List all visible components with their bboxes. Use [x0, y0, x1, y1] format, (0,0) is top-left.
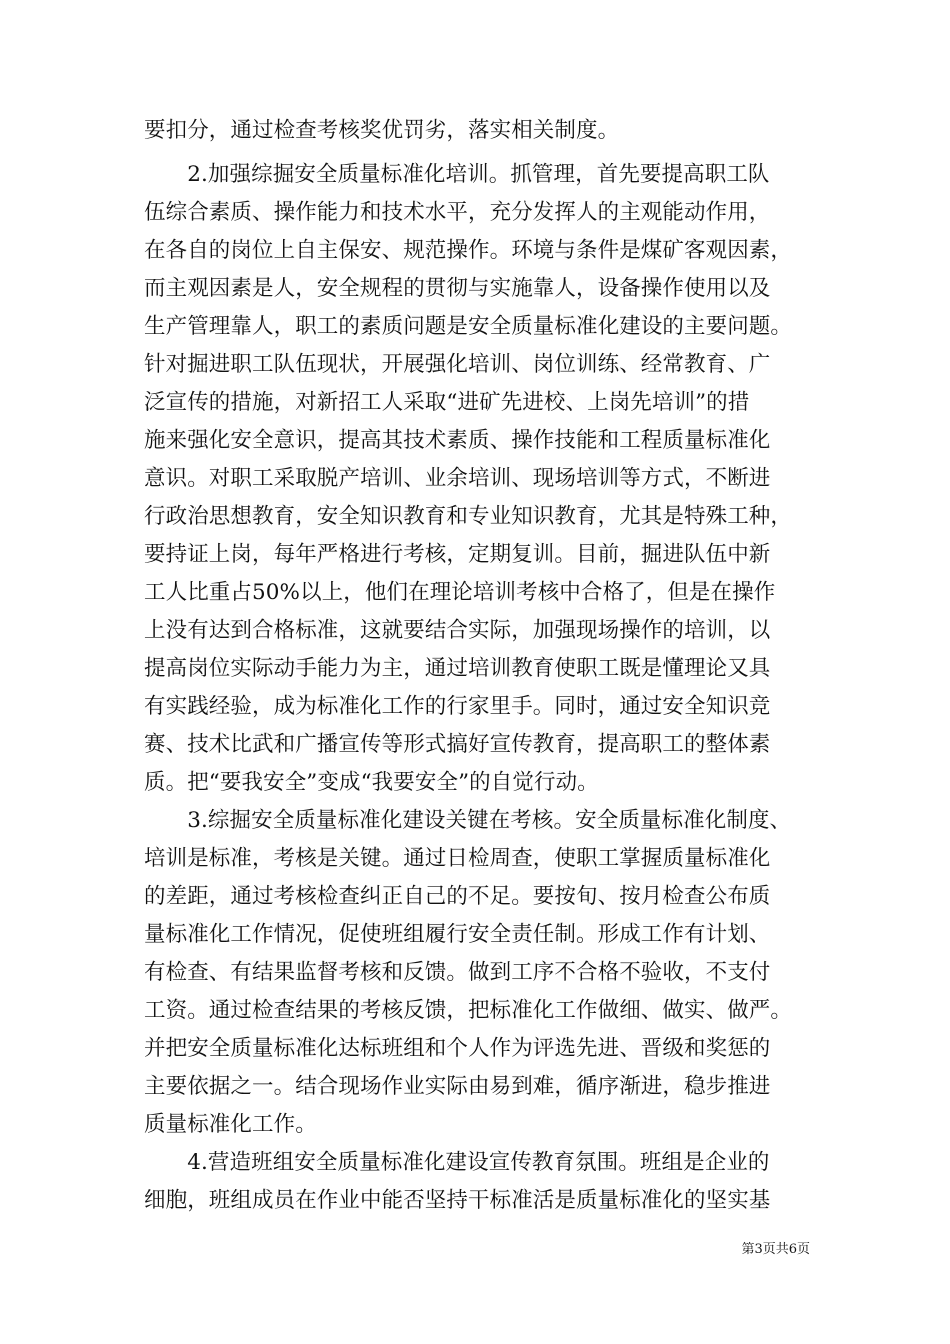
text-line: 并把安全质量标准化达标班组和个人作为评选先进、晋级和奖惩的	[144, 1036, 771, 1061]
body-text	[144, 112, 808, 1220]
text-line: 工资。通过检查结果的考核反馈，把标准化工作做细、做实、做严。	[144, 998, 793, 1023]
text-line: 泛宣传的措施，对新招工人采取“进矿先进校、上岗先培训”的措	[144, 390, 750, 415]
text-line: 质量标准化工作。	[144, 1112, 317, 1137]
text-line: 上没有达到合格标准，这就要结合实际，加强现场操作的培训，以	[144, 618, 771, 643]
text-line: 有实践经验，成为标准化工作的行家里手。同时，通过安全知识竞	[144, 694, 771, 719]
text-line: 生产管理靠人，职工的素质问题是安全质量标准化建设的主要问题。	[144, 314, 793, 339]
text-line: 培训是标准，考核是关键。通过日检周查，使职工掌握质量标准化	[144, 846, 771, 871]
text-line: 细胞，班组成员在作业中能否坚持干标准活是质量标准化的坚实基	[144, 1188, 771, 1213]
page-number: 第3页共6页	[741, 1242, 810, 1257]
text-line: 工人比重占50%以上，他们在理论培训考核中合格了，但是在操作	[144, 580, 776, 605]
text-line: 行政治思想教育，安全知识教育和专业知识教育，尤其是特殊工种，	[144, 504, 793, 529]
text-line: 在各自的岗位上自主保安、规范操作。环境与条件是煤矿客观因素，	[144, 238, 793, 263]
text-line: 2.加强综掘安全质量标准化培训。抓管理，首先要提高职工队	[144, 162, 770, 187]
text-line: 量标准化工作情况，促使班组履行安全责任制。形成工作有计划、	[144, 922, 771, 947]
text-line: 的差距，通过考核检查纠正自己的不足。要按旬、按月检查公布质	[144, 884, 771, 909]
text-line: 主要依据之一。结合现场作业实际由易到难，循序渐进，稳步推进	[144, 1074, 771, 1099]
text-line: 4.营造班组安全质量标准化建设宣传教育氛围。班组是企业的	[144, 1150, 770, 1175]
text-line: 要持证上岗，每年严格进行考核，定期复训。目前，掘进队伍中新	[144, 542, 771, 567]
text-line: 质。把“要我安全”变成“我要安全”的自觉行动。	[144, 770, 599, 795]
text-line: 而主观因素是人，安全规程的贯彻与实施靠人，设备操作使用以及	[144, 276, 771, 301]
text-line: 有检查、有结果监督考核和反馈。做到工序不合格不验收，不支付	[144, 960, 771, 985]
text-line: 施来强化安全意识，提高其技术素质、操作技能和工程质量标准化	[144, 428, 771, 453]
text-line: 提高岗位实际动手能力为主，通过培训教育使职工既是懂理论又具	[144, 656, 771, 681]
text-line: 赛、技术比武和广播宣传等形式搞好宣传教育，提高职工的整体素	[144, 732, 771, 757]
text-line: 针对掘进职工队伍现状，开展强化培训、岗位训练、经常教育、广	[144, 352, 771, 377]
text-line: 3.综掘安全质量标准化建设关键在考核。安全质量标准化制度、	[144, 808, 792, 833]
text-line: 伍综合素质、操作能力和技术水平，充分发挥人的主观能动作用，	[144, 200, 771, 225]
text-line: 要扣分，通过检查考核奖优罚劣，落实相关制度。	[144, 118, 620, 143]
text-line: 意识。对职工采取脱产培训、业余培训、现场培训等方式，不断进	[144, 466, 771, 491]
